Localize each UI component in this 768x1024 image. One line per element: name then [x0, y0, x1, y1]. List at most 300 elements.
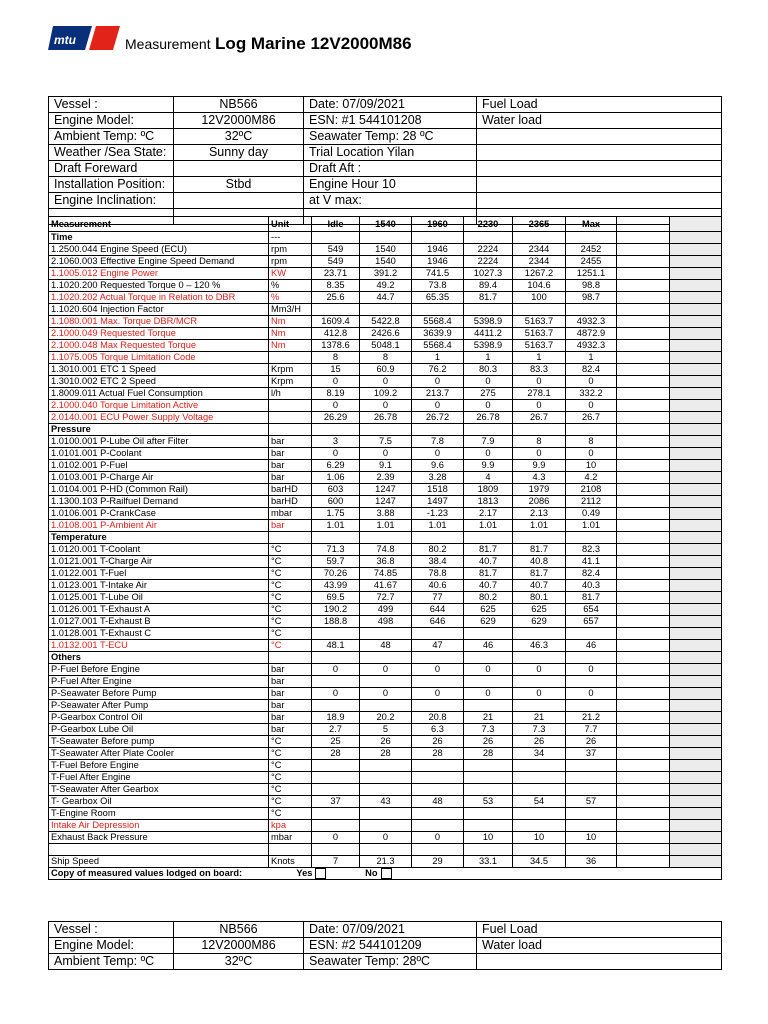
blank-cell: [617, 352, 670, 364]
measurement-label: 1.0127.001 T-Exhaust B: [49, 616, 269, 628]
copy-row: [49, 868, 722, 880]
value-cell: [312, 772, 360, 784]
value-cell: 23.71: [312, 268, 360, 280]
value-cell: [464, 760, 513, 772]
value-cell: 1.01: [312, 520, 360, 532]
value-cell: [566, 232, 617, 244]
blank-cell: [617, 448, 670, 460]
value-cell: 104.6: [513, 280, 566, 292]
value-cell: [566, 808, 617, 820]
value-cell: 0: [513, 664, 566, 676]
value-cell: [360, 532, 412, 544]
value-cell: 7: [312, 856, 360, 868]
value-cell: 82.4: [566, 568, 617, 580]
value-cell: 5163.7: [513, 340, 566, 352]
blank-cell: [617, 688, 670, 700]
unit-cell: mbar: [269, 508, 312, 520]
value-cell: 1: [412, 352, 464, 364]
value-cell: 2112: [566, 496, 617, 508]
value-cell: 48: [360, 640, 412, 652]
value-cell: 190.2: [312, 604, 360, 616]
value-cell: [566, 628, 617, 640]
blank-cell: [617, 736, 670, 748]
value-cell: [464, 304, 513, 316]
value-cell: 625: [513, 604, 566, 616]
value-cell: 81.7: [464, 544, 513, 556]
measurement-label: 1.1300.103 P-Railfuel Demand: [49, 496, 269, 508]
value-cell: 5048.1: [360, 340, 412, 352]
table-row: [49, 688, 722, 700]
table-row: [49, 604, 722, 616]
table-row: [49, 628, 722, 640]
unit-cell: [269, 412, 312, 424]
shaded-cell: [670, 340, 722, 352]
column-header: Idle: [312, 217, 360, 232]
table-row: [49, 232, 722, 244]
no-checkbox[interactable]: [381, 868, 392, 879]
info-row: [49, 145, 722, 161]
value-cell: [566, 844, 617, 856]
value-cell: [513, 628, 566, 640]
blank-cell: [617, 244, 670, 256]
measurement-label: 1.0128.001 T-Exhaust C: [49, 628, 269, 640]
value-cell: 5163.7: [513, 316, 566, 328]
blank-cell: [617, 808, 670, 820]
value-cell: [312, 532, 360, 544]
value-cell: 20.2: [360, 712, 412, 724]
value-cell: [513, 700, 566, 712]
value-cell: 0: [566, 376, 617, 388]
value-cell: [464, 844, 513, 856]
value-cell: 98.7: [566, 292, 617, 304]
unit-cell: bar: [269, 712, 312, 724]
measurement-label: 2.1000.040 Torque Limitation Active: [49, 400, 269, 412]
blank-cell: [617, 292, 670, 304]
value-cell: [464, 772, 513, 784]
measurement-label: Exhaust Back Pressure: [49, 832, 269, 844]
value-cell: 37: [566, 748, 617, 760]
value-cell: 76.2: [412, 364, 464, 376]
value-cell: 188.8: [312, 616, 360, 628]
unit-cell: [269, 400, 312, 412]
shaded-cell: [670, 772, 722, 784]
value-cell: [412, 652, 464, 664]
info-detail: Seawater Temp: 28ºC: [304, 954, 477, 970]
measurement-label: P-Gearbox Control Oil: [49, 712, 269, 724]
value-cell: 0: [513, 376, 566, 388]
value-cell: [566, 424, 617, 436]
value-cell: 1.01: [513, 520, 566, 532]
measurement-label: 1.0103.001 P-Charge Air: [49, 472, 269, 484]
measurement-label: 1.0132.001 T-ECU: [49, 640, 269, 652]
value-cell: [566, 700, 617, 712]
blank-cell: [617, 232, 670, 244]
info-extra: [477, 129, 722, 145]
value-cell: 80.2: [464, 592, 513, 604]
value-cell: 1809: [464, 484, 513, 496]
shaded-cell: [670, 856, 722, 868]
measurement-label: 1.0108.001 P-Ambient Air: [49, 520, 269, 532]
value-cell: [566, 676, 617, 688]
page-title: [125, 34, 412, 54]
shaded-cell: [670, 832, 722, 844]
value-cell: 10: [566, 832, 617, 844]
value-cell: 60.9: [360, 364, 412, 376]
yes-label: Yes: [296, 868, 313, 878]
value-cell: [360, 772, 412, 784]
blank-cell: [617, 508, 670, 520]
value-cell: 80.1: [513, 592, 566, 604]
measurement-label: T-Seawater Before pump: [49, 736, 269, 748]
value-cell: 36.8: [360, 556, 412, 568]
info-row: [49, 113, 722, 129]
value-cell: 0: [412, 832, 464, 844]
info-detail: Engine Hour 10: [304, 177, 477, 193]
column-header: Unit: [269, 217, 312, 232]
value-cell: [566, 304, 617, 316]
table-row: [49, 280, 722, 292]
unit-cell: rpm: [269, 244, 312, 256]
measurement-label: 1.0123.001 T-Intake Air: [49, 580, 269, 592]
table-row: [49, 760, 722, 772]
blank-cell: [617, 364, 670, 376]
info-detail: ESN: #1 544101208: [304, 113, 477, 129]
value-cell: 0: [464, 376, 513, 388]
shaded-cell: [670, 472, 722, 484]
blank-cell: [617, 472, 670, 484]
table-row: [49, 808, 722, 820]
value-cell: 43.99: [312, 580, 360, 592]
info-label: Weather /Sea State:: [49, 145, 174, 161]
value-cell: [513, 760, 566, 772]
value-cell: 54: [513, 796, 566, 808]
value-cell: 26.7: [566, 412, 617, 424]
table-row: [49, 748, 722, 760]
shaded-cell: [670, 520, 722, 532]
info-value: [174, 193, 304, 209]
table-row: [49, 592, 722, 604]
value-cell: 4: [464, 472, 513, 484]
table-row: [49, 520, 722, 532]
measurement-label: T- Gearbox Oil: [49, 796, 269, 808]
unit-cell: l/h: [269, 388, 312, 400]
shaded-cell: [670, 244, 722, 256]
blank-cell: [617, 544, 670, 556]
unit-cell: °C: [269, 592, 312, 604]
measurement-label: Temperature: [49, 532, 269, 544]
value-cell: [513, 676, 566, 688]
table-row: [49, 652, 722, 664]
measurement-label: 1.0104.001 P-HD (Common Rail): [49, 484, 269, 496]
unit-cell: °C: [269, 772, 312, 784]
value-cell: [360, 652, 412, 664]
blank-cell: [617, 772, 670, 784]
value-cell: [360, 304, 412, 316]
value-cell: 7.8: [412, 436, 464, 448]
shaded-cell: [670, 544, 722, 556]
value-cell: 38.4: [412, 556, 464, 568]
blank-cell: [617, 844, 670, 856]
shaded-cell: [670, 448, 722, 460]
table-row: [49, 832, 722, 844]
value-cell: 6.3: [412, 724, 464, 736]
measurement-label: 1.0126.001 T-Exhaust A: [49, 604, 269, 616]
value-cell: 0: [464, 664, 513, 676]
measurement-label: 1.1020.200 Requested Torque 0 – 120 %: [49, 280, 269, 292]
value-cell: 4872.9: [566, 328, 617, 340]
table-row: [49, 736, 722, 748]
value-cell: 0: [464, 400, 513, 412]
blank-cell: [617, 628, 670, 640]
value-cell: [360, 820, 412, 832]
value-cell: [412, 232, 464, 244]
value-cell: 81.7: [566, 592, 617, 604]
value-cell: 40.8: [513, 556, 566, 568]
value-cell: 15: [312, 364, 360, 376]
value-cell: [513, 652, 566, 664]
column-header: Max: [566, 217, 617, 232]
table-row: [49, 724, 722, 736]
yes-checkbox[interactable]: [315, 868, 326, 879]
info-detail: Date: 07/09/2021: [304, 922, 477, 938]
no-label: No: [365, 868, 378, 878]
value-cell: 10: [513, 832, 566, 844]
value-cell: [412, 844, 464, 856]
value-cell: [312, 784, 360, 796]
shaded-cell: [670, 412, 722, 424]
table-row: [49, 268, 722, 280]
unit-cell: °C: [269, 568, 312, 580]
blank-cell: [617, 820, 670, 832]
info-label: Installation Position:: [49, 177, 174, 193]
measurement-label: 1.0125.001 T-Lube Oil: [49, 592, 269, 604]
shaded-cell: [670, 748, 722, 760]
value-cell: [312, 820, 360, 832]
value-cell: 1251.1: [566, 268, 617, 280]
table-row: [49, 676, 722, 688]
info-row: [49, 954, 722, 970]
value-cell: 5568.4: [412, 340, 464, 352]
value-cell: [412, 808, 464, 820]
value-cell: 26: [412, 736, 464, 748]
blank-cell: [617, 856, 670, 868]
info-row: [49, 938, 722, 954]
info-extra: [477, 161, 722, 177]
blank-cell: [617, 640, 670, 652]
value-cell: 109.2: [360, 388, 412, 400]
value-cell: [464, 820, 513, 832]
value-cell: 0: [566, 664, 617, 676]
unit-cell: %: [269, 280, 312, 292]
info-row: [49, 129, 722, 145]
shaded-cell: [670, 508, 722, 520]
measurement-label: Time: [49, 232, 269, 244]
table-row: [49, 244, 722, 256]
value-cell: [360, 784, 412, 796]
value-cell: 43: [360, 796, 412, 808]
info-detail: ESN: #2 544101209: [304, 938, 477, 954]
info-value: 12V2000M86: [174, 113, 304, 129]
table-row: [49, 412, 722, 424]
value-cell: 80.3: [464, 364, 513, 376]
value-cell: 2.13: [513, 508, 566, 520]
shaded-cell: [670, 376, 722, 388]
info-label: Ambient Temp: ºC: [49, 954, 174, 970]
shaded-cell: [670, 400, 722, 412]
value-cell: 0: [513, 448, 566, 460]
table-row: [49, 340, 722, 352]
value-cell: [513, 844, 566, 856]
value-cell: 70.26: [312, 568, 360, 580]
copy-label-text: Copy of measured values lodged on board:: [51, 868, 243, 878]
value-cell: 2452: [566, 244, 617, 256]
value-cell: 1: [513, 352, 566, 364]
blank-cell: [617, 460, 670, 472]
value-cell: 98.8: [566, 280, 617, 292]
value-cell: 412.8: [312, 328, 360, 340]
unit-cell: bar: [269, 520, 312, 532]
value-cell: [513, 808, 566, 820]
unit-cell: Nm: [269, 328, 312, 340]
table-row: [49, 664, 722, 676]
value-cell: [412, 784, 464, 796]
table-row: [49, 364, 722, 376]
value-cell: 5163.7: [513, 328, 566, 340]
measurement-label: P-Fuel After Engine: [49, 676, 269, 688]
column-header: 2365: [513, 217, 566, 232]
blank-cell: [617, 412, 670, 424]
value-cell: 81.7: [513, 568, 566, 580]
shaded-cell: [670, 352, 722, 364]
blank-cell: [617, 664, 670, 676]
measurement-label: T-Seawater After Plate Cooler: [49, 748, 269, 760]
shaded-cell: [670, 388, 722, 400]
value-cell: 1267.2: [513, 268, 566, 280]
table-row: [49, 448, 722, 460]
table-row: [49, 496, 722, 508]
value-cell: 603: [312, 484, 360, 496]
table-row: [49, 532, 722, 544]
info-value: 32ºC: [174, 129, 304, 145]
value-cell: 1946: [412, 244, 464, 256]
value-cell: [566, 652, 617, 664]
logo-text: mtu: [54, 33, 76, 47]
blank-cell: [617, 217, 670, 232]
value-cell: [312, 844, 360, 856]
table-row: [49, 712, 722, 724]
blank-cell: [617, 592, 670, 604]
shaded-cell: [670, 268, 722, 280]
value-cell: 2086: [513, 496, 566, 508]
value-cell: 213.7: [412, 388, 464, 400]
unit-cell: mbar: [269, 832, 312, 844]
value-cell: [360, 628, 412, 640]
value-cell: 59.7: [312, 556, 360, 568]
unit-cell: °C: [269, 544, 312, 556]
measurement-label: 1.3010.001 ETC 1 Speed: [49, 364, 269, 376]
value-cell: [412, 628, 464, 640]
table-row: [49, 328, 722, 340]
measurement-label: P-Fuel Before Engine: [49, 664, 269, 676]
value-cell: 0: [312, 832, 360, 844]
measurement-label: 2.1000.049 Requested Torque: [49, 328, 269, 340]
info-extra: Fuel Load: [477, 922, 722, 938]
value-cell: [566, 784, 617, 796]
shaded-cell: [670, 820, 722, 832]
value-cell: 7.3: [464, 724, 513, 736]
shaded-cell: [670, 568, 722, 580]
info-extra: [477, 177, 722, 193]
measurement-label: 1.0102.001 P-Fuel: [49, 460, 269, 472]
shaded-cell: [670, 328, 722, 340]
value-cell: 41.1: [566, 556, 617, 568]
value-cell: [312, 628, 360, 640]
value-cell: [513, 532, 566, 544]
unit-cell: KW: [269, 268, 312, 280]
table-row: [49, 616, 722, 628]
value-cell: 48: [412, 796, 464, 808]
value-cell: 0: [360, 664, 412, 676]
vessel-info-table-engine-1: [48, 96, 722, 225]
value-cell: 10: [566, 460, 617, 472]
value-cell: 21: [513, 712, 566, 724]
value-cell: 26: [464, 736, 513, 748]
unit-cell: °C: [269, 556, 312, 568]
value-cell: [312, 304, 360, 316]
shaded-cell: [670, 688, 722, 700]
value-cell: 0.49: [566, 508, 617, 520]
value-cell: 82.3: [566, 544, 617, 556]
value-cell: [566, 532, 617, 544]
value-cell: 1.01: [360, 520, 412, 532]
value-cell: [312, 700, 360, 712]
unit-cell: °C: [269, 796, 312, 808]
info-extra: [477, 145, 722, 161]
value-cell: 3: [312, 436, 360, 448]
value-cell: 8: [312, 352, 360, 364]
value-cell: 0: [464, 688, 513, 700]
measurement-label: Others: [49, 652, 269, 664]
value-cell: 2108: [566, 484, 617, 496]
unit-cell: bar: [269, 460, 312, 472]
measurement-label: Intake Air Depression: [49, 820, 269, 832]
shaded-cell: [670, 844, 722, 856]
unit-cell: %: [269, 292, 312, 304]
unit-cell: bar: [269, 676, 312, 688]
measurement-label: 2.1060.003 Effective Engine Speed Demand: [49, 256, 269, 268]
measurement-label: P-Seawater After Pump: [49, 700, 269, 712]
unit-cell: bar: [269, 724, 312, 736]
value-cell: 625: [464, 604, 513, 616]
table-row: [49, 388, 722, 400]
unit-cell: °C: [269, 616, 312, 628]
table-row: [49, 856, 722, 868]
value-cell: 5398.9: [464, 340, 513, 352]
unit-cell: Krpm: [269, 376, 312, 388]
value-cell: 0: [412, 664, 464, 676]
value-cell: 89.4: [464, 280, 513, 292]
unit-cell: °C: [269, 604, 312, 616]
value-cell: [513, 232, 566, 244]
measurement-label: 1.0121.001 T-Charge Air: [49, 556, 269, 568]
title-prefix: Measurement: [125, 36, 211, 52]
value-cell: 1.75: [312, 508, 360, 520]
blank-cell: [617, 616, 670, 628]
unit-cell: °C: [269, 760, 312, 772]
value-cell: [312, 424, 360, 436]
value-cell: 26.7: [513, 412, 566, 424]
unit-cell: Krpm: [269, 364, 312, 376]
